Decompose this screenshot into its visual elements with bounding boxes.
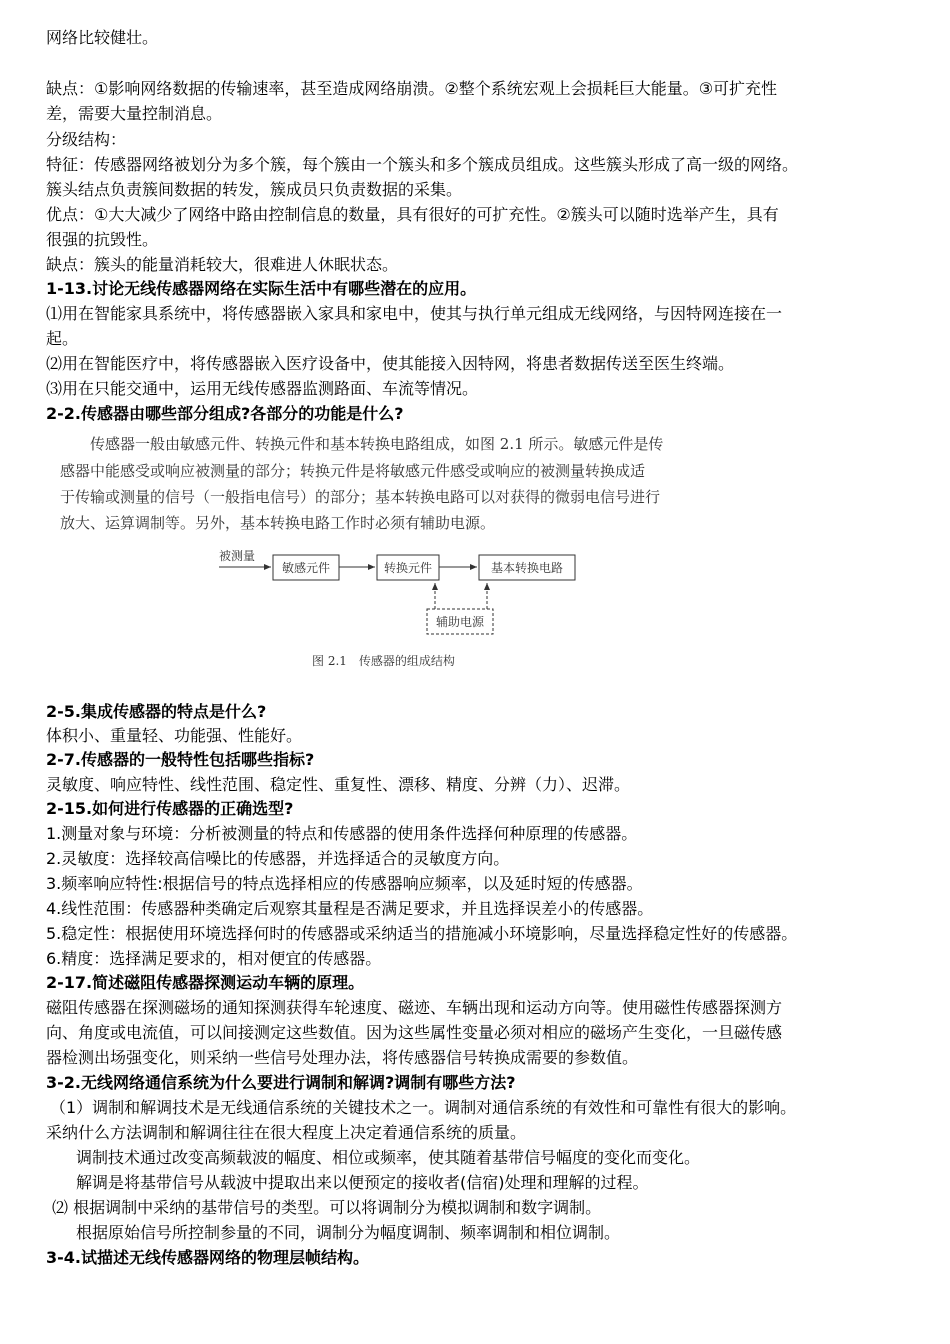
text-line: ⑵ 根据调制中采纳的基带信号的类型。可以将调制分为模拟调制和数字调制。 — [52, 1198, 602, 1217]
text-line: 缺点：①影响网络数据的传输速率，甚至造成网络崩溃。②整个系统宏观上会损耗巨大能量。③可扩充性 — [46, 79, 778, 98]
text-line: 起。 — [46, 329, 79, 348]
text-line: ⑴用在智能家具系统中，将传感器嵌入家具和家电中，使其与执行单元组成无线网络，与因特网连接在一 — [46, 304, 783, 323]
text-line: 簇头结点负责簇间数据的转发，簇成员只负责数据的采集。 — [46, 180, 463, 199]
text-line: 缺点：簇头的能量消耗较大，很难进人休眠状态。 — [46, 255, 399, 274]
text-line: 根据原始信号所控制参量的不同，调制分为幅度调制、频率调制和相位调制。 — [76, 1223, 621, 1242]
basic-circuit-label: 基本转换电路 — [490, 561, 564, 575]
text-line: （1）调制和解调技术是无线通信系统的关键技术之一。调制对通信系统的有效性和可靠性有很大的影响。 — [50, 1098, 797, 1117]
sensor-structure-diagram — [205, 545, 585, 645]
text-line: 4.线性范围：传感器种类确定后观察其量程是否满足要求，并且选择误差小的传感器。 — [46, 899, 654, 918]
text-line: 6.精度：选择满足要求的，相对便宜的传感器。 — [46, 949, 382, 968]
book-excerpt-line: 感器中能感受或响应被测量的部分；转换元件是将敏感元件感受或响应的被测量转换成适 — [60, 462, 646, 480]
text-line: 解调是将基带信号从载波中提取出来以便预定的接收者(信宿)处理和理解的过程。 — [76, 1173, 649, 1192]
book-excerpt-line: 于传输或测量的信号（一般指电信号）的部分；基本转换电路可以对获得的微弱电信号进行 — [60, 488, 661, 506]
section-heading: 3-2.无线网络通信系统为什么要进行调制和解调?调制有哪些方法? — [46, 1073, 516, 1092]
text-line: 3.频率响应特性:根据信号的特点选择相应的传感器响应频率，以及延时短的传感器。 — [46, 874, 643, 893]
text-line: 2.灵敏度：选择较高信噪比的传感器，并选择适合的灵敏度方向。 — [46, 849, 510, 868]
conversion-element-label: 转换元件 — [383, 561, 433, 575]
section-heading: 1-13.讨论无线传感器网络在实际生活中有哪些潜在的应用。 — [46, 279, 477, 298]
aux-power-label: 辅助电源 — [435, 615, 485, 629]
section-heading: 2-15.如何进行传感器的正确选型? — [46, 799, 294, 818]
text-line: 优点：①大大减少了网络中路由控制信息的数量，具有很好的可扩充性。②簇头可以随时选举产生，具有 — [46, 205, 779, 224]
text-line: 调制技术通过改变高频载波的幅度、相位或频率，使其随着基带信号幅度的变化而变化。 — [76, 1148, 701, 1167]
text-line: 向、角度或电流值，可以间接测定这些数值。因为这些属性变量必须对相应的磁场产生变化，一旦磁传感 — [46, 1023, 783, 1042]
text-line: 网络比较健壮。 — [46, 28, 159, 47]
text-line: 很强的抗毁性。 — [46, 230, 159, 249]
input-label: 被测量 — [219, 549, 256, 563]
text-line: 分级结构： — [46, 130, 127, 149]
text-line: ⑶用在只能交通中，运用无线传感器监测路面、车流等情况。 — [46, 379, 479, 398]
text-line: 5.稳定性：根据使用环境选择何时的传感器或采纳适当的措施减小环境影响，尽量选择稳定性好的传感器。 — [46, 924, 798, 943]
text-line: 器检测出场强变化，则采纳一些信号处理办法，将传感器信号转换成需要的参数值。 — [46, 1048, 639, 1067]
section-heading: 2-17.简述磁阻传感器探测运动车辆的原理。 — [46, 973, 365, 992]
text-line: 差，需要大量控制消息。 — [46, 104, 223, 123]
section-heading: 3-4.试描述无线传感器网络的物理层帧结构。 — [46, 1248, 369, 1267]
text-line: 灵敏度、响应特性、线性范围、稳定性、重复性、漂移、精度、分辨（力）、迟滞。 — [46, 775, 631, 794]
section-heading: 2-7.传感器的一般特性包括哪些指标? — [46, 750, 315, 769]
section-heading: 2-5.集成传感器的特点是什么? — [46, 702, 267, 721]
text-line: 体积小、重量轻、功能强、性能好。 — [46, 726, 303, 745]
text-line: 采纳什么方法调制和解调往往在很大程度上决定着通信系统的质量。 — [46, 1123, 527, 1142]
text-line: 1.测量对象与环境：分析被测量的特点和传感器的使用条件选择何种原理的传感器。 — [46, 824, 638, 843]
text-line: ⑵用在智能医疗中，将传感器嵌入医疗设备中，使其能接入因特网，将患者数据传送至医生终端。 — [46, 354, 735, 373]
section-heading: 2-2.传感器由哪些部分组成?各部分的功能是什么? — [46, 404, 404, 423]
sensitive-element-label: 敏感元件 — [281, 561, 331, 575]
book-excerpt-line: 传感器一般由敏感元件、转换元件和基本转换电路组成，如图 2.1 所示。敏感元件是传 — [90, 435, 664, 453]
figure-caption: 图 2.1 传感器的组成结构 — [312, 654, 455, 668]
book-excerpt-line: 放大、运算调制等。另外，基本转换电路工作时必须有辅助电源。 — [60, 514, 496, 532]
text-line: 磁阻传感器在探测磁场的通知探测获得车轮速度、磁迹、车辆出现和运动方向等。使用磁性传感器探测方 — [46, 998, 783, 1017]
text-line: 特征：传感器网络被划分为多个簇，每个簇由一个簇头和多个簇成员组成。这些簇头形成了高一级的网络。 — [46, 155, 799, 174]
